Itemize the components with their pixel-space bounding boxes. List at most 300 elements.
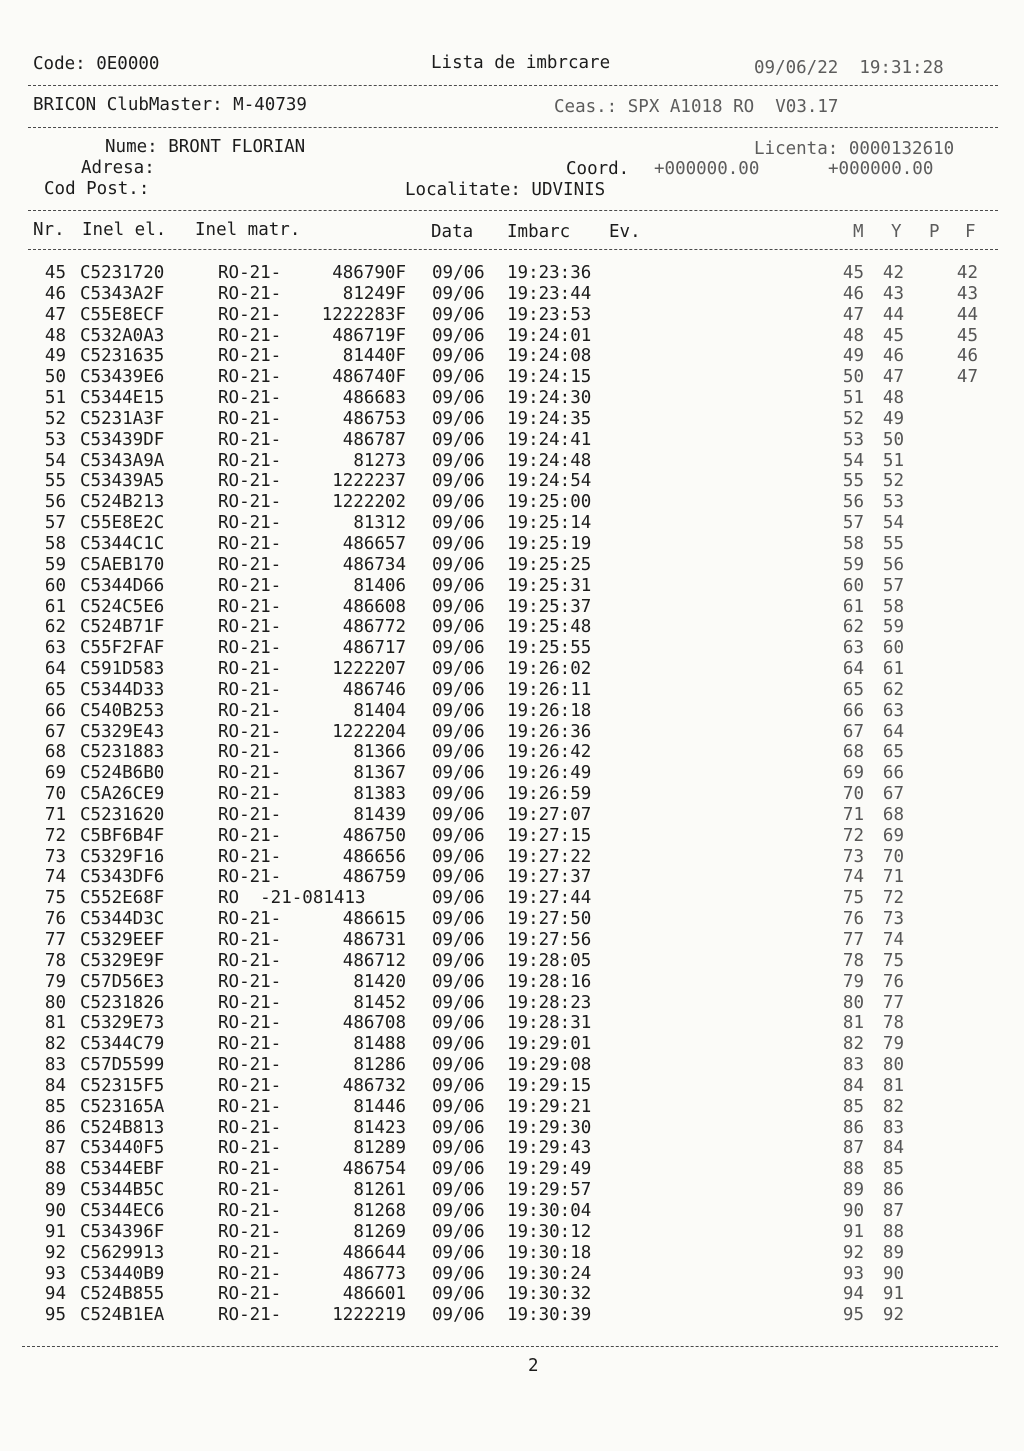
row-ring-prefix: RO -21-081413 [218,888,366,909]
row-date: 09/06 [432,1263,485,1284]
row-ring-prefix: RO-21- [218,721,282,742]
row-f-count: 46 [956,346,978,367]
fancier-name: Nume: BRONT FLORIAN [105,137,306,157]
table-row [0,1118,1024,1139]
table-row [0,1097,1024,1118]
row-basketing-time: 19:24:48 [507,450,592,471]
row-date: 09/06 [432,1180,485,1201]
table-row [0,492,1024,513]
row-nr: 92 [44,1242,66,1263]
row-nr: 48 [44,325,66,346]
table-row [0,1284,1024,1305]
row-ring-prefix: RO-21- [218,638,282,659]
row-date: 09/06 [432,1284,485,1305]
table-row [0,284,1024,305]
row-date: 09/06 [432,659,485,680]
print-datetime: 09/06/22 19:31:28 [754,58,944,78]
row-ring-prefix: RO-21- [218,1305,282,1326]
row-m-count: 47 [842,304,864,325]
row-nr: 80 [44,992,66,1013]
row-nr: 71 [44,804,66,825]
row-ring-prefix: RO-21- [218,909,282,930]
row-date: 09/06 [432,700,485,721]
row-date: 09/06 [432,1159,485,1180]
row-m-count: 82 [842,1034,864,1055]
row-y-count: 62 [882,679,904,700]
row-basketing-time: 19:24:41 [507,429,592,450]
row-y-count: 64 [882,721,904,742]
row-electronic-ring: C524C5E6 [80,596,165,617]
table-row [0,1055,1024,1076]
row-electronic-ring: C55E8ECF [80,304,165,325]
table-row [0,409,1024,430]
row-y-count: 63 [882,700,904,721]
row-date: 09/06 [432,950,485,971]
table-row [0,430,1024,451]
row-basketing-time: 19:26:36 [507,721,592,742]
row-nr: 46 [44,283,66,304]
table-row [0,263,1024,284]
row-basketing-time: 19:28:31 [507,1013,592,1034]
row-m-count: 63 [842,638,864,659]
table-row [0,1138,1024,1159]
row-ring-prefix: RO-21- [218,492,282,513]
row-nr: 77 [44,930,66,950]
row-ring-prefix: RO-21- [218,1075,282,1096]
row-ring-number: 486712 [342,950,406,971]
row-nr: 94 [44,1284,66,1305]
row-date: 09/06 [432,1055,485,1076]
row-basketing-time: 19:24:15 [507,367,592,388]
row-electronic-ring: C5344B5C [80,1180,165,1201]
row-m-count: 70 [842,784,864,805]
row-electronic-ring: C5329E9F [80,950,165,971]
row-m-count: 76 [842,909,864,930]
row-electronic-ring: C524B6B0 [80,763,165,784]
row-basketing-time: 19:25:55 [507,638,592,659]
row-m-count: 61 [842,596,864,617]
col-header-data: Data [431,222,474,242]
row-y-count: 52 [882,471,904,492]
row-electronic-ring: C5A26CE9 [80,784,165,805]
row-date: 09/06 [432,742,485,763]
col-header-f: F [965,222,976,242]
row-basketing-time: 19:25:31 [507,575,592,596]
row-nr: 91 [44,1221,66,1242]
row-m-count: 58 [842,533,864,554]
row-m-count: 80 [842,992,864,1013]
row-basketing-time: 19:30:18 [507,1242,592,1263]
row-basketing-time: 19:29:57 [507,1180,592,1201]
row-date: 09/06 [432,492,485,513]
row-date: 09/06 [432,721,485,742]
row-electronic-ring: C524B813 [80,1117,165,1138]
row-ring-number: 1222204 [332,721,406,742]
row-date: 09/06 [432,429,485,450]
row-date: 09/06 [432,450,485,471]
row-basketing-time: 19:29:21 [507,1096,592,1117]
table-row [0,471,1024,492]
row-electronic-ring: C524B71F [80,617,165,638]
row-ring-number: 486717 [342,638,406,659]
table-row [0,763,1024,784]
row-m-count: 62 [842,617,864,638]
row-ring-number: 81423 [353,1117,406,1138]
row-electronic-ring: C524B213 [80,492,165,513]
row-date: 09/06 [432,513,485,534]
row-date: 09/06 [432,888,485,909]
row-ring-number: 1222202 [332,492,406,513]
row-basketing-time: 19:27:44 [507,888,592,909]
row-f-count: 42 [956,263,978,283]
row-basketing-time: 19:25:25 [507,554,592,575]
row-ring-prefix: RO-21- [218,930,282,950]
table-row [0,597,1024,618]
row-electronic-ring: C52315F5 [80,1075,165,1096]
row-electronic-ring: C55E8E2C [80,513,165,534]
row-y-count: 92 [882,1305,904,1326]
table-row [0,826,1024,847]
row-date: 09/06 [432,325,485,346]
divider [22,1346,998,1347]
row-y-count: 54 [882,513,904,534]
row-ring-prefix: RO-21- [218,471,282,492]
row-y-count: 71 [882,867,904,888]
row-y-count: 60 [882,638,904,659]
col-header-nr: Nr. [33,220,65,240]
row-m-count: 88 [842,1159,864,1180]
row-ring-prefix: RO-21- [218,1055,282,1076]
row-electronic-ring: C5344EC6 [80,1200,165,1221]
row-y-count: 51 [882,450,904,471]
row-ring-prefix: RO-21- [218,804,282,825]
row-y-count: 76 [882,971,904,992]
row-y-count: 87 [882,1200,904,1221]
list-title: Lista de imbrcare [431,53,611,73]
row-nr: 49 [44,346,66,367]
row-y-count: 75 [882,950,904,971]
row-m-count: 85 [842,1096,864,1117]
row-nr: 73 [44,846,66,867]
row-basketing-time: 19:23:36 [507,263,592,283]
table-row [0,722,1024,743]
row-nr: 95 [44,1305,66,1326]
row-basketing-time: 19:29:15 [507,1075,592,1096]
row-nr: 84 [44,1075,66,1096]
row-ring-number: 81366 [353,742,406,763]
divider [28,249,998,250]
row-electronic-ring: C53439DF [80,429,165,450]
table-row [0,638,1024,659]
row-electronic-ring: C5343A2F [80,283,165,304]
row-basketing-time: 19:27:56 [507,930,592,950]
row-date: 09/06 [432,596,485,617]
divider [28,210,998,211]
row-date: 09/06 [432,408,485,429]
code-label: Code: 0E0000 [33,54,160,74]
row-nr: 81 [44,1013,66,1034]
row-electronic-ring: C5AEB170 [80,554,165,575]
table-row [0,888,1024,909]
row-nr: 74 [44,867,66,888]
row-date: 09/06 [432,992,485,1013]
table-row [0,388,1024,409]
row-y-count: 77 [882,992,904,1013]
row-m-count: 67 [842,721,864,742]
row-ring-number: 81269 [353,1221,406,1242]
row-ring-prefix: RO-21- [218,346,282,367]
row-ring-prefix: RO-21- [218,1096,282,1117]
row-date: 09/06 [432,1305,485,1326]
row-date: 09/06 [432,971,485,992]
row-ring-prefix: RO-21- [218,659,282,680]
row-basketing-time: 19:24:30 [507,388,592,409]
address-label: Adresa: [81,158,155,178]
row-date: 09/06 [432,867,485,888]
row-m-count: 74 [842,867,864,888]
row-basketing-time: 19:24:01 [507,325,592,346]
row-date: 09/06 [432,1242,485,1263]
table-row [0,867,1024,888]
row-basketing-time: 19:30:39 [507,1305,592,1326]
row-nr: 58 [44,533,66,554]
row-ring-prefix: RO-21- [218,992,282,1013]
row-basketing-time: 19:25:19 [507,533,592,554]
row-ring-number: 486708 [342,1013,406,1034]
row-m-count: 90 [842,1200,864,1221]
row-electronic-ring: C5344D33 [80,679,165,700]
row-ring-prefix: RO-21- [218,554,282,575]
row-m-count: 51 [842,388,864,409]
row-ring-number: 486790F [332,263,406,283]
row-m-count: 73 [842,846,864,867]
row-m-count: 92 [842,1242,864,1263]
row-m-count: 56 [842,492,864,513]
table-row [0,742,1024,763]
row-ring-number: 81289 [353,1138,406,1159]
row-date: 09/06 [432,638,485,659]
row-date: 09/06 [432,763,485,784]
row-y-count: 79 [882,1034,904,1055]
row-y-count: 44 [882,304,904,325]
row-nr: 47 [44,304,66,325]
row-ring-number: 486656 [342,846,406,867]
table-row [0,346,1024,367]
row-date: 09/06 [432,471,485,492]
row-nr: 83 [44,1055,66,1076]
row-nr: 85 [44,1096,66,1117]
row-m-count: 89 [842,1180,864,1201]
row-basketing-time: 19:23:44 [507,283,592,304]
row-m-count: 87 [842,1138,864,1159]
row-electronic-ring: C57D56E3 [80,971,165,992]
row-nr: 61 [44,596,66,617]
row-y-count: 88 [882,1221,904,1242]
clock-info: Ceas.: SPX A1018 RO V03.17 [554,97,839,117]
row-ring-prefix: RO-21- [218,825,282,846]
row-ring-prefix: RO-21- [218,325,282,346]
row-ring-number: 81261 [353,1180,406,1201]
row-electronic-ring: C552E68F [80,888,165,909]
row-electronic-ring: C532A0A3 [80,325,165,346]
row-y-count: 50 [882,429,904,450]
table-row [0,805,1024,826]
clubmaster-id: BRICON ClubMaster: M-40739 [33,95,307,115]
row-nr: 82 [44,1034,66,1055]
row-basketing-time: 19:25:37 [507,596,592,617]
row-basketing-time: 19:27:07 [507,804,592,825]
row-ring-prefix: RO-21- [218,1013,282,1034]
row-date: 09/06 [432,1117,485,1138]
row-nr: 45 [44,263,66,283]
row-y-count: 56 [882,554,904,575]
table-row [0,576,1024,597]
row-electronic-ring: C5231620 [80,804,165,825]
row-y-count: 81 [882,1075,904,1096]
row-date: 09/06 [432,283,485,304]
row-ring-prefix: RO-21- [218,513,282,534]
row-nr: 87 [44,1138,66,1159]
row-ring-prefix: RO-21- [218,367,282,388]
row-m-count: 79 [842,971,864,992]
row-ring-number: 81312 [353,513,406,534]
table-row [0,326,1024,347]
row-date: 09/06 [432,1221,485,1242]
table-row [0,451,1024,472]
row-ring-number: 81273 [353,450,406,471]
row-nr: 62 [44,617,66,638]
row-y-count: 57 [882,575,904,596]
row-m-count: 69 [842,763,864,784]
row-electronic-ring: C5344D3C [80,909,165,930]
col-header-inel-matr: Inel matr. [195,220,301,240]
row-date: 09/06 [432,909,485,930]
row-ring-prefix: RO-21- [218,1221,282,1242]
basketing-table [0,263,1024,1326]
row-m-count: 84 [842,1075,864,1096]
row-ring-prefix: RO-21- [218,1180,282,1201]
row-ring-number: 1222219 [332,1305,406,1326]
row-basketing-time: 19:30:32 [507,1284,592,1305]
row-ring-prefix: RO-21- [218,784,282,805]
row-y-count: 73 [882,909,904,930]
license-number: Licenta: 0000132610 [754,139,955,159]
row-date: 09/06 [432,1200,485,1221]
row-electronic-ring: C5344E15 [80,388,165,409]
row-nr: 75 [44,888,66,909]
row-date: 09/06 [432,930,485,950]
row-ring-number: 81404 [353,700,406,721]
table-row [0,930,1024,951]
row-ring-number: 486754 [342,1159,406,1180]
row-electronic-ring: C55F2FAF [80,638,165,659]
row-y-count: 89 [882,1242,904,1263]
row-electronic-ring: C5344D66 [80,575,165,596]
row-electronic-ring: C57D5599 [80,1055,165,1076]
row-y-count: 59 [882,617,904,638]
col-header-inel-el: Inel el. [82,220,167,240]
row-electronic-ring: C5329E43 [80,721,165,742]
row-nr: 54 [44,450,66,471]
row-nr: 59 [44,554,66,575]
row-f-count: 43 [956,283,978,304]
row-ring-number: 486683 [342,388,406,409]
col-header-m: M [853,222,864,242]
divider [28,127,998,128]
table-row [0,847,1024,868]
table-row [0,1305,1024,1326]
row-m-count: 66 [842,700,864,721]
row-ring-prefix: RO-21- [218,1200,282,1221]
row-basketing-time: 19:23:53 [507,304,592,325]
row-nr: 72 [44,825,66,846]
row-electronic-ring: C5343A9A [80,450,165,471]
row-ring-prefix: RO-21- [218,1242,282,1263]
row-ring-number: 1222283F [321,304,406,325]
row-m-count: 95 [842,1305,864,1326]
col-header-y: Y [891,222,902,242]
row-basketing-time: 19:25:48 [507,617,592,638]
row-ring-prefix: RO-21- [218,867,282,888]
row-y-count: 47 [882,367,904,388]
row-m-count: 54 [842,450,864,471]
row-m-count: 94 [842,1284,864,1305]
row-m-count: 50 [842,367,864,388]
postal-code-label: Cod Post.: [44,179,150,199]
row-ring-number: 486601 [342,1284,406,1305]
row-y-count: 69 [882,825,904,846]
table-row [0,1180,1024,1201]
row-y-count: 58 [882,596,904,617]
row-date: 09/06 [432,679,485,700]
row-nr: 60 [44,575,66,596]
row-date: 09/06 [432,304,485,325]
row-ring-number: 81446 [353,1096,406,1117]
row-basketing-time: 19:27:15 [507,825,592,846]
col-header-imbarc: Imbarc [507,222,571,242]
row-ring-prefix: RO-21- [218,1263,282,1284]
row-ring-number: 486732 [342,1075,406,1096]
row-nr: 88 [44,1159,66,1180]
row-y-count: 61 [882,659,904,680]
row-electronic-ring: C5231883 [80,742,165,763]
divider [28,85,998,86]
row-y-count: 80 [882,1055,904,1076]
row-basketing-time: 19:26:49 [507,763,592,784]
row-electronic-ring: C5343DF6 [80,867,165,888]
row-y-count: 85 [882,1159,904,1180]
row-basketing-time: 19:29:30 [507,1117,592,1138]
row-nr: 64 [44,659,66,680]
row-ring-number: 486608 [342,596,406,617]
table-row [0,1159,1024,1180]
row-electronic-ring: C5329E73 [80,1013,165,1034]
row-y-count: 82 [882,1096,904,1117]
row-basketing-time: 19:29:43 [507,1138,592,1159]
row-ring-prefix: RO-21- [218,846,282,867]
row-m-count: 45 [842,263,864,283]
row-nr: 86 [44,1117,66,1138]
row-y-count: 45 [882,325,904,346]
row-date: 09/06 [432,263,485,283]
row-basketing-time: 19:30:12 [507,1221,592,1242]
row-electronic-ring: C5629913 [80,1242,165,1263]
table-row [0,513,1024,534]
row-m-count: 60 [842,575,864,596]
row-date: 09/06 [432,388,485,409]
row-electronic-ring: C53440F5 [80,1138,165,1159]
row-m-count: 71 [842,804,864,825]
